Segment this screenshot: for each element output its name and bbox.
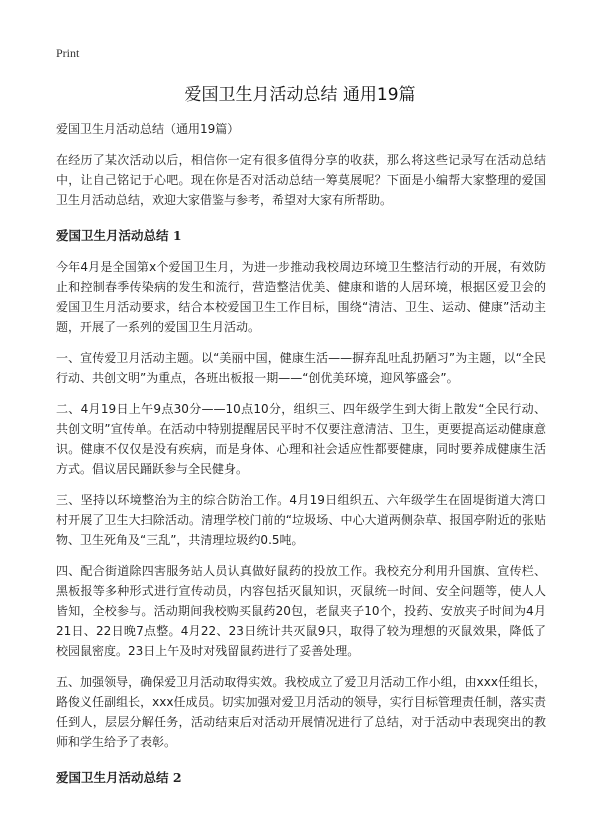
- document-subtitle: 爱国卫生月活动总结（通用19篇）: [56, 122, 240, 136]
- document-title: 爱国卫生月活动总结 通用19篇: [184, 85, 416, 105]
- intro-paragraph: 在经历了某次活动以后，相信你一定有很多值得分享的收获，那么将这些记录写在活动总结中，让自己铭记于心吧。现在你是否对活动总结一筹莫展呢？下面是小编帮大家整理的爱国卫生月活动总结，欢迎大家借鉴与参考，希望对大家有所帮助。: [56, 153, 546, 207]
- section-heading-1: 爱国卫生月活动总结 1: [56, 228, 182, 243]
- print-link[interactable]: Print: [56, 46, 80, 60]
- section-heading-2: 爱国卫生月活动总结 2: [56, 770, 182, 785]
- document-body: [56, 119, 546, 799]
- section-1-paragraph-3: 二、4月19日上午9点30分——10点10分，组织三、四年级学生到大街上散发“全民行动、共创文明”宣传单。在活动中特别提醒居民平时不仅要注意清洁、卫生，更要提高运动健康意识。健康不仅仅是没有疾病，而是身体、心理和社会适应性都要健康，同时要养成健康生活方式。倡议居民踊跃参与全民健身。: [56, 402, 546, 476]
- section-1-paragraph-5: 四、配合街道除四害服务站人员认真做好鼠药的投放工作。我校充分利用升国旗、宣传栏、黑板报等多种形式进行宣传动员，内容包括灭鼠知识，灭鼠统一时间、安全问题等，使人人皆知，全校参与。活动期间我校购买鼠药20包，老鼠夹子10个，投药、安放夹子时间为4月21日、22日晚7点整。4月22、23日统计共灭鼠9只，取得了较为理想的灭鼠效果，降低了校园鼠密度。23日上午及时对残留鼠药进行了妥善处理。: [56, 564, 546, 658]
- section-1-paragraph-6: 五、加强领导，确保爱卫月活动取得实效。我校成立了爱卫月活动工作小组，由xxx任组长，路俊义任副组长，xxx任成员。切实加强对爱卫月活动的领导，实行目标管理责任制，落实责任到人，层层分解任务，活动结束后对活动开展情况进行了总结，对于活动中表现突出的教师和学生给予了表彰。: [56, 675, 546, 749]
- section-1-paragraph-2: 一、宣传爱卫月活动主题。以“美丽中国，健康生活——摒弃乱吐乱扔陋习”为主题，以“全民行动、共创文明”为重点，各班出板报一期——“创优美环境，迎风筝盛会”。: [56, 351, 546, 385]
- section-1-paragraph-1: 今年4月是全国第x个爱国卫生月，为进一步推动我校周边环境卫生整洁行动的开展，有效防止和控制春季传染病的发生和流行，营造整洁优美、健康和谐的人居环境，根据区爱卫会的爱国卫生月活动要求，结合本校爱国卫生工作目标，围绕“清洁、卫生、运动、健康”活动主题，开展了一系列的爱国卫生月活动。: [56, 260, 546, 334]
- section-1-paragraph-4: 三、坚持以环境整治为主的综合防治工作。4月19日组织五、六年级学生在固堤街道大湾口村开展了卫生大扫除活动。清理学校门前的“垃圾场、中心大道两侧杂草、报国亭附近的张贴物、卫生死角及“三乱”，共清理垃圾约0.5吨。: [56, 493, 546, 547]
